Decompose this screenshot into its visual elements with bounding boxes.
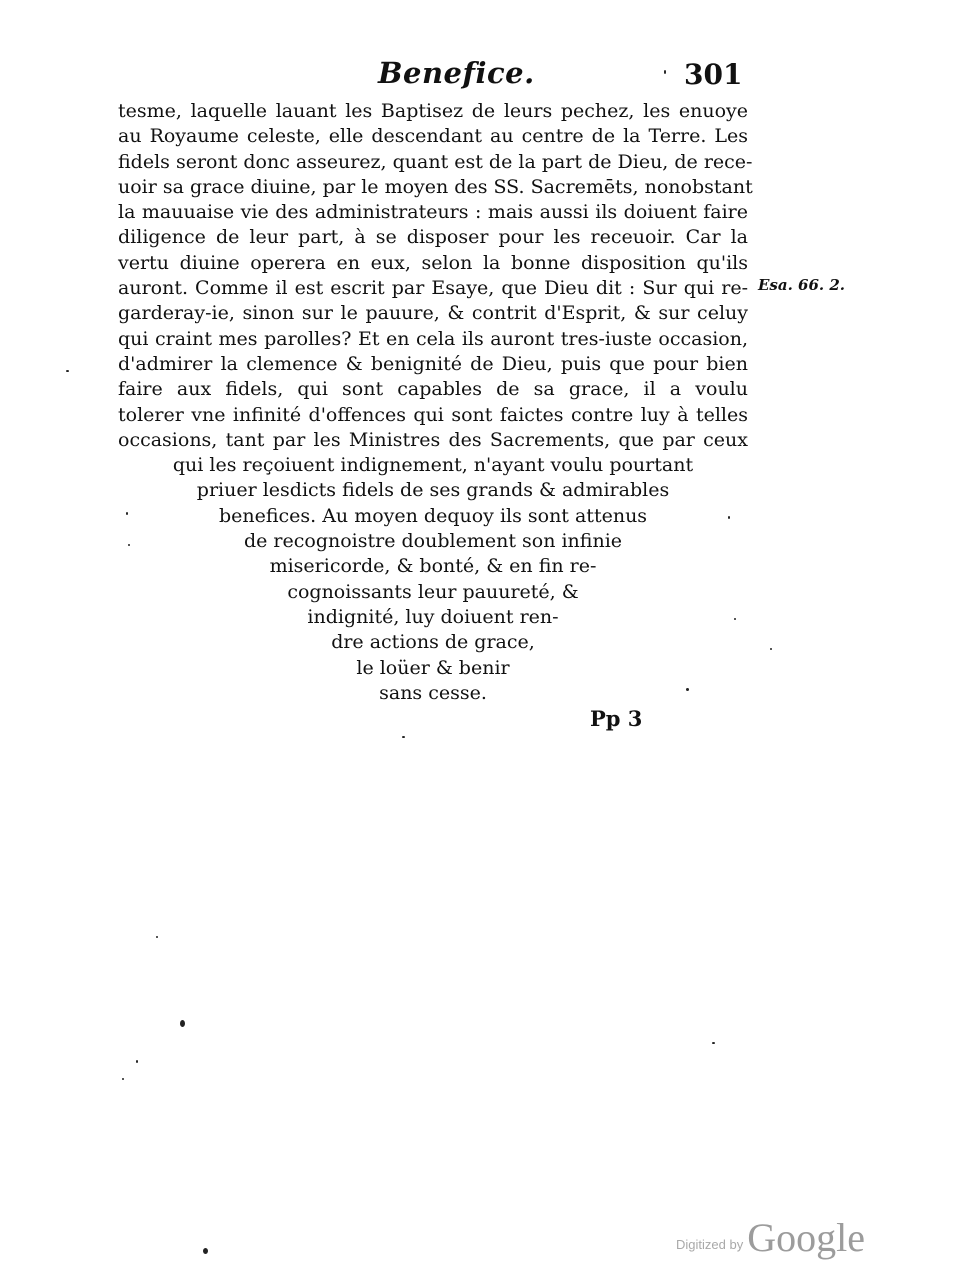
text-line: indignité, luy doiuent ren- — [307, 605, 559, 628]
text-line: tolerer vne infinité d'offences qui sont faictes contre luy à telles — [118, 403, 748, 426]
text-line: garderay-ie, sinon sur le pauure, & contrit d'Esprit, & sur celuy — [118, 302, 748, 325]
text-line: sans cesse. — [379, 681, 487, 704]
text-line: d'admirer la clemence & benignité de Dieu, puis que pour bien — [118, 352, 748, 375]
scan-speck — [734, 618, 736, 620]
text-line: faire aux fidels, qui sont capables de sa grace, il a voulu — [118, 378, 748, 401]
text-line: le loüer & benir — [356, 656, 510, 679]
running-head: Benefice. — [378, 56, 535, 90]
text-line: de recognoistre doublement son infinie — [243, 530, 623, 553]
scan-speck — [180, 1020, 185, 1027]
text-line: uoir sa grace diuine, par le moyen des SS. Sacremēts, nonobstant — [118, 175, 753, 198]
text-line: cognoissants leur pauureté, & — [287, 580, 579, 603]
text-line: qui craint mes parolles? Et en cela ils auront tres-iuste occasion, — [118, 327, 748, 350]
text-line: qui les reçoiuent indignement, n'ayant voulu pourtant — [172, 454, 694, 477]
scan-speck — [728, 516, 730, 519]
scan-speck — [770, 648, 772, 650]
text-line: tesme, laquelle lauant les Baptisez de leurs pechez, les enuoye — [118, 100, 748, 122]
page-number: 301 — [684, 58, 743, 91]
scan-speck — [686, 688, 689, 691]
scan-speck — [66, 370, 69, 372]
text-line: auront. Comme il est escrit par Esaye, que Dieu dit : Sur qui re- — [118, 277, 748, 300]
scan-speck — [203, 1248, 208, 1254]
text-line: la mauuaise vie des administrateurs : mais aussi ils doiuent faire — [118, 201, 748, 224]
scan-speck — [136, 1060, 138, 1063]
scan-speck — [664, 70, 666, 74]
text-line: benefices. Au moyen dequoy ils sont attenus — [218, 504, 648, 527]
scan-speck — [122, 1078, 124, 1080]
text-line: priuer lesdicts fidels de ses grands & admirables — [196, 479, 670, 502]
scan-speck — [128, 544, 130, 546]
google-wordmark: Google — [747, 1215, 865, 1260]
body-text — [118, 99, 753, 706]
scan-speck — [156, 936, 158, 938]
scan-speck — [712, 1042, 715, 1044]
text-line: occasions, tant par les Ministres des Sacrements, que par ceux — [118, 428, 748, 451]
signature-mark: Pp 3 — [590, 706, 643, 731]
text-line: au Royaume celeste, elle descendant au centre de la Terre. Les — [118, 125, 748, 148]
digitized-prefix: Digitized by — [676, 1237, 744, 1252]
text-line: misericorde, & bonté, & en fin re- — [269, 555, 597, 578]
text-line: fidels seront donc asseurez, quant est de la part de Dieu, de rece- — [118, 150, 753, 173]
scan-speck — [126, 512, 128, 515]
digitized-watermark — [676, 1214, 865, 1261]
scan-speck — [402, 736, 405, 738]
margin-note: Esa. 66. 2. — [758, 276, 846, 294]
text-line: dre actions de grace, — [331, 631, 535, 654]
text-line: diligence de leur part, à se disposer pour les receuoir. Car la — [118, 226, 748, 249]
text-line: vertu diuine operera en eux, selon la bonne disposition qu'ils — [118, 251, 748, 274]
